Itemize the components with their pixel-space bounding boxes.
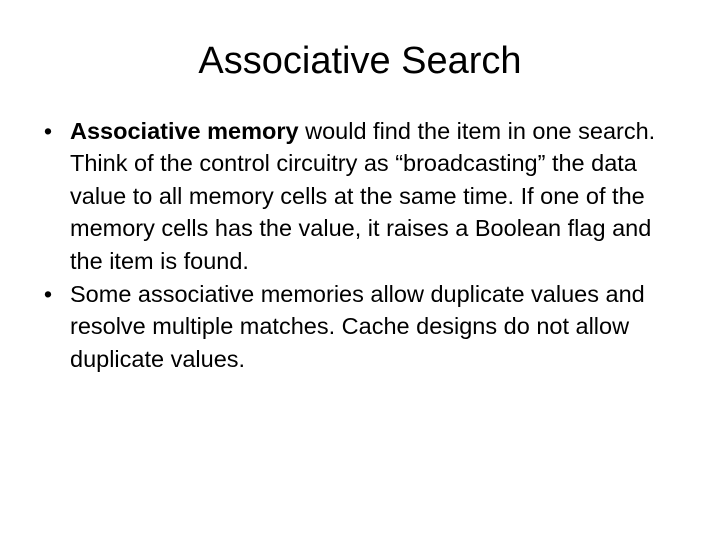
bullet-item-associative-memory (36, 115, 676, 277)
bullet-item-duplicate-values (36, 278, 676, 375)
bullet-icon: • (43, 118, 53, 144)
slide-body (36, 115, 676, 376)
slide-title: Associative Search (198, 40, 522, 82)
bold-term: Associative memory (70, 118, 299, 144)
bullet-text: Some associative memories allow duplicate values and resolve multiple matches. Cache designs do not allow duplicate values. (70, 281, 645, 372)
bullet-text: would find the item in one search. Think of the control circuitry as “broadcasting” the data value to all memory cells at the same time. If one of the memory cells has the value, it raises a Boolean flag and the item is found. (70, 118, 656, 274)
bullet-icon: • (43, 281, 53, 308)
